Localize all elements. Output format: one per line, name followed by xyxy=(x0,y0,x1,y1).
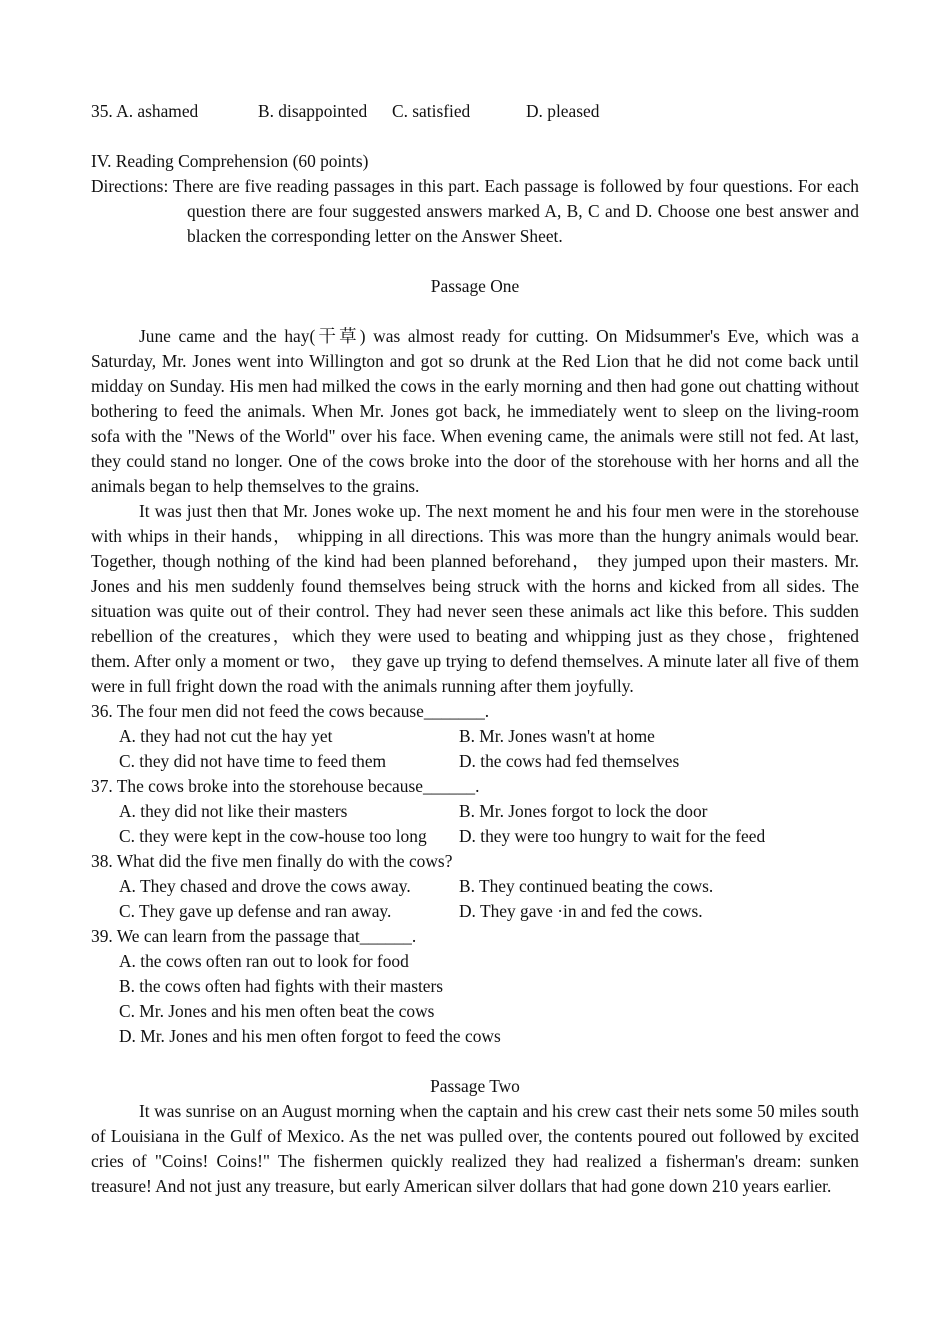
exam-page xyxy=(91,99,859,1199)
question-37-row-1 xyxy=(91,799,859,824)
q38-option-a: A. They chased and drove the cows away. xyxy=(119,876,411,896)
q39-option-c: C. Mr. Jones and his men often beat the cows xyxy=(119,1001,435,1021)
passage-two-body xyxy=(91,1099,859,1199)
q35-option-c: C. satisfied xyxy=(392,101,471,121)
q35-option-d: D. pleased xyxy=(526,101,600,121)
q37-option-d: D. they were too hungry to wait for the feed xyxy=(459,826,766,846)
passage-one-title: Passage One xyxy=(430,276,520,296)
question-38-stem: 38. What did the five men finally do with the cows? xyxy=(91,851,453,871)
q35-option-a-text: A. ashamed xyxy=(116,101,199,121)
q36-option-a: A. they had not cut the hay yet xyxy=(119,726,333,746)
question-38 xyxy=(91,849,859,924)
question-35 xyxy=(91,99,859,124)
question-38-row-2 xyxy=(91,899,859,924)
q39-option-a: A. the cows often ran out to look for food xyxy=(119,951,409,971)
passage-one-paragraph-2: It was just then that Mr. Jones woke up. The next moment he and his four men were in the storehouse with whips in their hands， whipping in all directions. This was more than the hungry animals would bear. Together, though nothing of the kind had been planned beforehand， they jumped upon their masters. Mr. Jones and his men suddenly found themselves being struck with the horns and kicked from all sides. The situation was quite out of their control. They had never seen these animals act like this before. This sudden rebellion of the creatures，which they were used to beating and whipping just as they chose，frightened them. After only a moment or two， they gave up trying to defend themselves. A minute later all five of them were in full fright down the road with the animals running after them joyfully. xyxy=(91,501,859,696)
q38-option-b: B. They continued beating the cows. xyxy=(459,876,714,896)
passage-two-paragraph-1: It was sunrise on an August morning when the captain and his crew cast their nets some 50 miles south of Louisiana in the Gulf of Mexico. As the net was pulled over, the contents poured out followed by excited cries of "Coins! Coins!" The fishermen quickly realized they had realized a fisherman's dream: sunken treasure! And not just any treasure, but early American silver dollars that had gone down 210 years earlier. xyxy=(91,1101,859,1196)
question-36-row-1 xyxy=(91,724,859,749)
question-36-row-2 xyxy=(91,749,859,774)
q39-option-b: B. the cows often had fights with their masters xyxy=(119,976,444,996)
question-37-stem: 37. The cows broke into the storehouse because______. xyxy=(91,776,480,796)
spacer xyxy=(91,249,859,274)
spacer xyxy=(91,1049,859,1074)
q36-option-c: C. they did not have time to feed them xyxy=(119,751,387,771)
question-37 xyxy=(91,774,859,849)
q37-option-a: A. they did not like their masters xyxy=(119,801,348,821)
passage-two-title: Passage Two xyxy=(430,1076,520,1096)
q38-option-d: D. They gave ·in and fed the cows. xyxy=(459,901,703,921)
q39-option-d: D. Mr. Jones and his men often forgot to feed the cows xyxy=(119,1026,501,1046)
q35-number: 35. xyxy=(91,101,113,121)
question-39 xyxy=(91,924,859,1049)
directions-text: Directions: There are five reading passages in this part. Each passage is followed by four questions. For each question there are four suggested answers marked A, B, C and D. Choose one best answer and blacken the corresponding letter on the Answer Sheet. xyxy=(91,176,859,246)
question-36 xyxy=(91,699,859,774)
passage-one-paragraph-1: June came and the hay(干草) was almost ready for cutting. On Midsummer's Eve, which was a Saturday, Mr. Jones went into Willington and got so drunk at the Red Lion that he did not come back until midday on Sunday. His men had milked the cows in the early morning and then had gone out chatting without bothering to feed the animals. When Mr. Jones got back, he immediately went to sleep on the living-room sofa with the "News of the World" over his face. When evening came, the animals were still not fed. At last, they could stand no longer. One of the cows broke into the door of the storehouse with her horns and all the animals began to help themselves to the grains. xyxy=(91,326,859,496)
question-36-stem: 36. The four men did not feed the cows because_______. xyxy=(91,701,490,721)
q36-option-b: B. Mr. Jones wasn't at home xyxy=(459,726,655,746)
q38-option-c: C. They gave up defense and ran away. xyxy=(119,901,392,921)
q36-option-d: D. the cows had fed themselves xyxy=(459,751,680,771)
spacer xyxy=(91,299,859,324)
q35-option-a xyxy=(91,99,258,124)
section-directions xyxy=(91,174,859,249)
q35-option-b: B. disappointed xyxy=(258,101,368,121)
q37-option-c: C. they were kept in the cow-house too long xyxy=(119,826,427,846)
section-title: IV. Reading Comprehension (60 points) xyxy=(91,151,369,171)
spacer xyxy=(91,124,859,149)
q37-option-b: B. Mr. Jones forgot to lock the door xyxy=(459,801,708,821)
question-39-stem: 39. We can learn from the passage that______. xyxy=(91,926,417,946)
question-38-row-1 xyxy=(91,874,859,899)
question-37-row-2 xyxy=(91,824,859,849)
passage-one-body xyxy=(91,324,859,699)
